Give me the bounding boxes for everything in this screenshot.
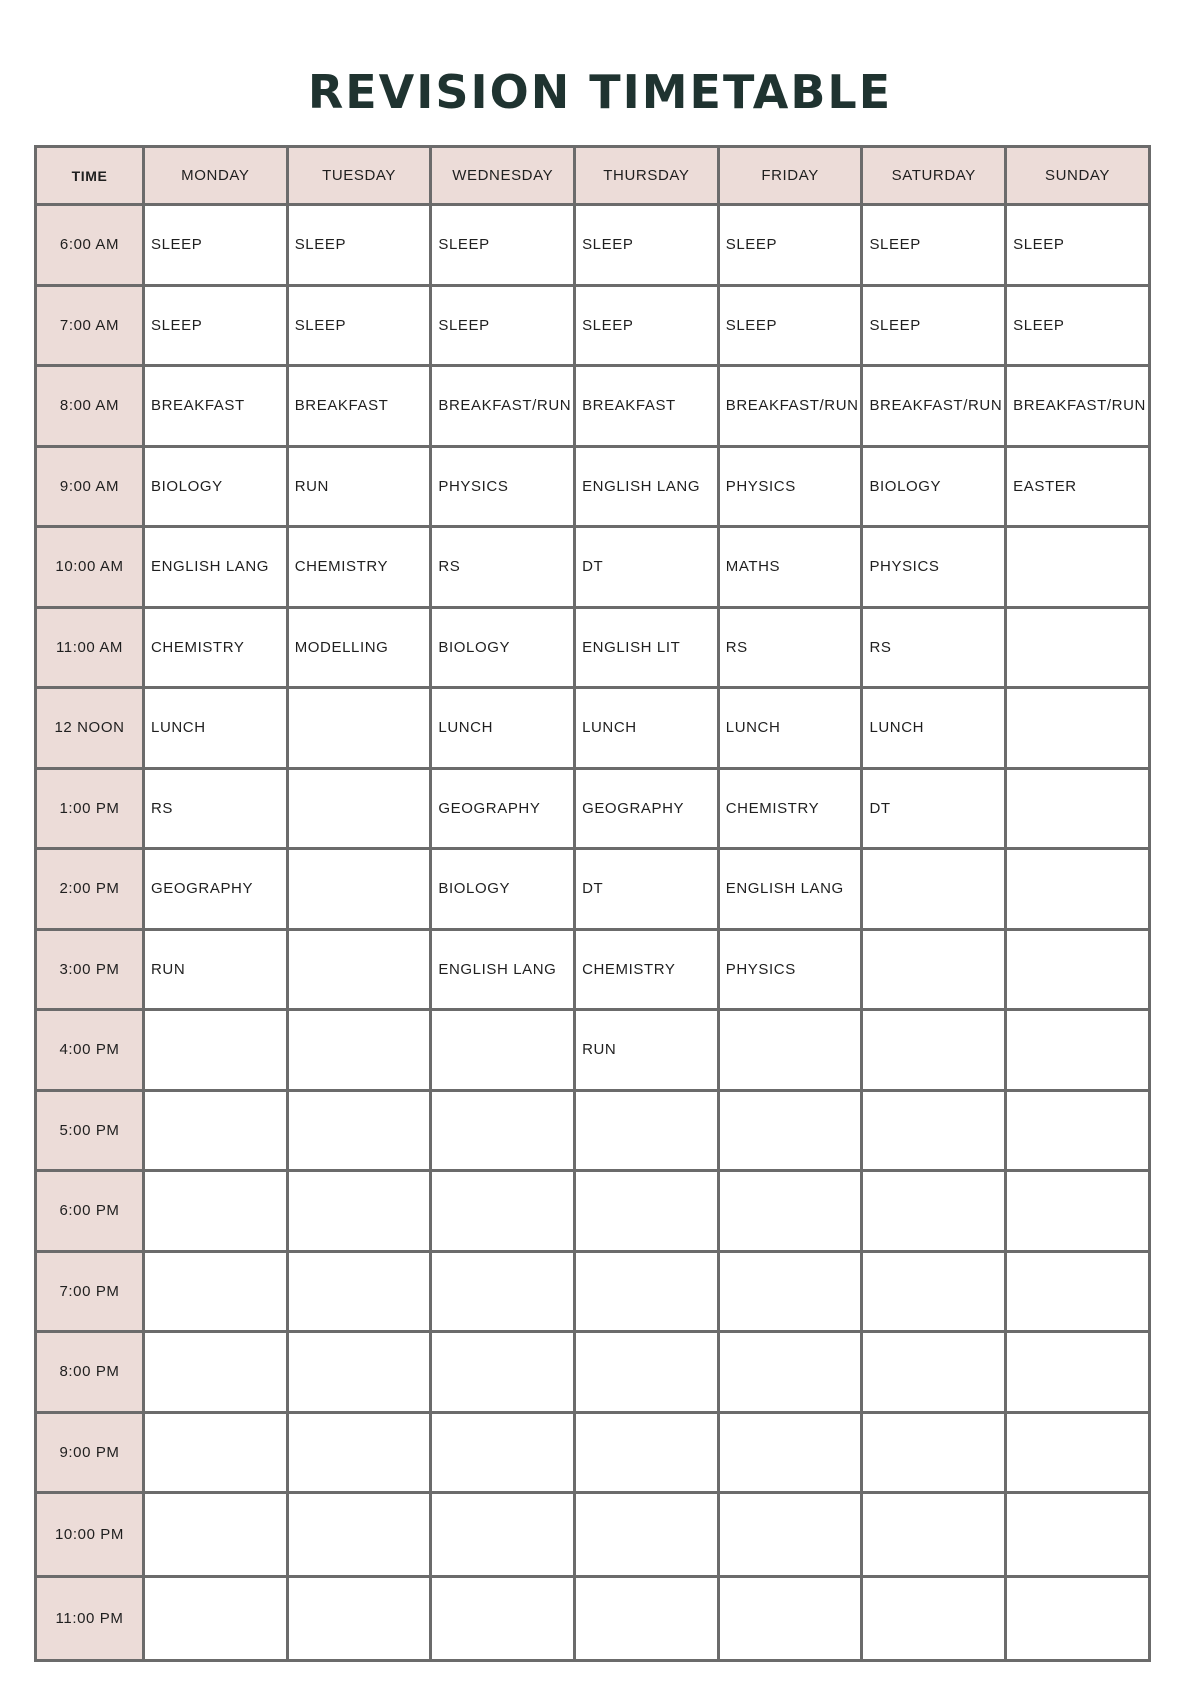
slot-cell-saturday xyxy=(862,929,1006,1010)
slot-cell-saturday: PHYSICS xyxy=(862,527,1006,608)
time-cell: 11:00 AM xyxy=(36,607,144,688)
slot-cell-tuesday xyxy=(287,1493,431,1577)
time-cell: 5:00 PM xyxy=(36,1090,144,1171)
time-cell: 8:00 AM xyxy=(36,366,144,447)
slot-cell-sunday xyxy=(1006,688,1150,769)
slot-cell-monday xyxy=(144,1090,288,1171)
slot-cell-thursday xyxy=(575,1090,719,1171)
slot-cell-wednesday: PHYSICS xyxy=(431,446,575,527)
slot-cell-tuesday xyxy=(287,849,431,930)
slot-cell-friday: SLEEP xyxy=(718,205,862,286)
time-cell: 7:00 PM xyxy=(36,1251,144,1332)
slot-cell-tuesday: MODELLING xyxy=(287,607,431,688)
table-row xyxy=(36,849,1150,930)
slot-cell-sunday xyxy=(1006,929,1150,1010)
table-row xyxy=(36,1412,1150,1493)
slot-cell-friday xyxy=(718,1332,862,1413)
slot-cell-monday xyxy=(144,1251,288,1332)
slot-cell-wednesday: BREAKFAST/RUN xyxy=(431,366,575,447)
slot-cell-sunday xyxy=(1006,1010,1150,1091)
column-header-saturday: SATURDAY xyxy=(862,147,1006,205)
table-row xyxy=(36,768,1150,849)
slot-cell-thursday xyxy=(575,1171,719,1252)
slot-cell-sunday xyxy=(1006,1171,1150,1252)
slot-cell-thursday: CHEMISTRY xyxy=(575,929,719,1010)
slot-cell-sunday xyxy=(1006,1332,1150,1413)
slot-cell-monday xyxy=(144,1412,288,1493)
slot-cell-saturday xyxy=(862,1412,1006,1493)
slot-cell-thursday: SLEEP xyxy=(575,205,719,286)
slot-cell-thursday: DT xyxy=(575,849,719,930)
time-cell: 9:00 AM xyxy=(36,446,144,527)
slot-cell-friday: BREAKFAST/RUN xyxy=(718,366,862,447)
table-row xyxy=(36,929,1150,1010)
table-row xyxy=(36,1493,1150,1577)
slot-cell-sunday xyxy=(1006,1251,1150,1332)
slot-cell-tuesday xyxy=(287,688,431,769)
table-row xyxy=(36,1577,1150,1661)
slot-cell-wednesday: GEOGRAPHY xyxy=(431,768,575,849)
time-cell: 3:00 PM xyxy=(36,929,144,1010)
slot-cell-saturday: DT xyxy=(862,768,1006,849)
slot-cell-thursday: ENGLISH LANG xyxy=(575,446,719,527)
slot-cell-friday: PHYSICS xyxy=(718,446,862,527)
slot-cell-friday: ENGLISH LANG xyxy=(718,849,862,930)
table-row xyxy=(36,607,1150,688)
slot-cell-wednesday: BIOLOGY xyxy=(431,607,575,688)
table-row xyxy=(36,1090,1150,1171)
time-cell: 11:00 PM xyxy=(36,1577,144,1661)
slot-cell-wednesday xyxy=(431,1332,575,1413)
slot-cell-tuesday xyxy=(287,1332,431,1413)
slot-cell-monday: BREAKFAST xyxy=(144,366,288,447)
timetable xyxy=(34,145,1151,1662)
table-row xyxy=(36,285,1150,366)
slot-cell-saturday xyxy=(862,1090,1006,1171)
time-cell: 10:00 AM xyxy=(36,527,144,608)
slot-cell-saturday: LUNCH xyxy=(862,688,1006,769)
table-row xyxy=(36,366,1150,447)
slot-cell-friday xyxy=(718,1090,862,1171)
slot-cell-friday: PHYSICS xyxy=(718,929,862,1010)
slot-cell-saturday xyxy=(862,1171,1006,1252)
slot-cell-thursday: BREAKFAST xyxy=(575,366,719,447)
slot-cell-friday: LUNCH xyxy=(718,688,862,769)
time-cell: 8:00 PM xyxy=(36,1332,144,1413)
slot-cell-monday: ENGLISH LANG xyxy=(144,527,288,608)
slot-cell-monday: LUNCH xyxy=(144,688,288,769)
slot-cell-sunday xyxy=(1006,1577,1150,1661)
slot-cell-wednesday xyxy=(431,1412,575,1493)
slot-cell-wednesday: SLEEP xyxy=(431,205,575,286)
slot-cell-monday: SLEEP xyxy=(144,285,288,366)
slot-cell-monday xyxy=(144,1332,288,1413)
slot-cell-friday xyxy=(718,1251,862,1332)
slot-cell-saturday xyxy=(862,1332,1006,1413)
slot-cell-monday: BIOLOGY xyxy=(144,446,288,527)
slot-cell-tuesday xyxy=(287,1171,431,1252)
slot-cell-saturday: RS xyxy=(862,607,1006,688)
slot-cell-sunday xyxy=(1006,849,1150,930)
slot-cell-wednesday: ENGLISH LANG xyxy=(431,929,575,1010)
slot-cell-thursday xyxy=(575,1493,719,1577)
slot-cell-friday xyxy=(718,1493,862,1577)
slot-cell-monday: CHEMISTRY xyxy=(144,607,288,688)
slot-cell-wednesday xyxy=(431,1090,575,1171)
slot-cell-tuesday: RUN xyxy=(287,446,431,527)
slot-cell-friday xyxy=(718,1577,862,1661)
time-cell: 12 NOON xyxy=(36,688,144,769)
timetable-header xyxy=(36,147,1150,205)
slot-cell-tuesday xyxy=(287,929,431,1010)
table-row xyxy=(36,446,1150,527)
slot-cell-saturday xyxy=(862,1493,1006,1577)
slot-cell-wednesday xyxy=(431,1493,575,1577)
slot-cell-thursday xyxy=(575,1332,719,1413)
slot-cell-saturday xyxy=(862,1010,1006,1091)
time-cell: 6:00 PM xyxy=(36,1171,144,1252)
slot-cell-wednesday xyxy=(431,1577,575,1661)
slot-cell-wednesday: LUNCH xyxy=(431,688,575,769)
slot-cell-thursday: RUN xyxy=(575,1010,719,1091)
slot-cell-saturday: SLEEP xyxy=(862,205,1006,286)
time-cell: 2:00 PM xyxy=(36,849,144,930)
slot-cell-sunday xyxy=(1006,1493,1150,1577)
slot-cell-tuesday: CHEMISTRY xyxy=(287,527,431,608)
table-row xyxy=(36,527,1150,608)
slot-cell-friday xyxy=(718,1171,862,1252)
slot-cell-sunday: SLEEP xyxy=(1006,205,1150,286)
slot-cell-sunday xyxy=(1006,607,1150,688)
slot-cell-monday: GEOGRAPHY xyxy=(144,849,288,930)
column-header-time: TIME xyxy=(36,147,144,205)
slot-cell-tuesday: SLEEP xyxy=(287,205,431,286)
slot-cell-friday: CHEMISTRY xyxy=(718,768,862,849)
slot-cell-thursday xyxy=(575,1577,719,1661)
timetable-body xyxy=(36,205,1150,1661)
slot-cell-wednesday xyxy=(431,1010,575,1091)
slot-cell-tuesday xyxy=(287,1577,431,1661)
slot-cell-saturday xyxy=(862,1251,1006,1332)
slot-cell-monday xyxy=(144,1493,288,1577)
slot-cell-wednesday: RS xyxy=(431,527,575,608)
slot-cell-sunday xyxy=(1006,1090,1150,1171)
table-row xyxy=(36,1171,1150,1252)
slot-cell-thursday: ENGLISH LIT xyxy=(575,607,719,688)
slot-cell-sunday: EASTER xyxy=(1006,446,1150,527)
slot-cell-tuesday: SLEEP xyxy=(287,285,431,366)
time-cell: 10:00 PM xyxy=(36,1493,144,1577)
slot-cell-thursday xyxy=(575,1251,719,1332)
slot-cell-friday xyxy=(718,1412,862,1493)
column-header-tuesday: TUESDAY xyxy=(287,147,431,205)
slot-cell-tuesday xyxy=(287,1412,431,1493)
column-header-monday: MONDAY xyxy=(144,147,288,205)
slot-cell-friday xyxy=(718,1010,862,1091)
slot-cell-tuesday: BREAKFAST xyxy=(287,366,431,447)
slot-cell-monday: RUN xyxy=(144,929,288,1010)
slot-cell-wednesday: SLEEP xyxy=(431,285,575,366)
slot-cell-thursday: DT xyxy=(575,527,719,608)
slot-cell-wednesday xyxy=(431,1171,575,1252)
time-cell: 9:00 PM xyxy=(36,1412,144,1493)
slot-cell-monday xyxy=(144,1171,288,1252)
slot-cell-tuesday xyxy=(287,1251,431,1332)
slot-cell-tuesday xyxy=(287,1010,431,1091)
slot-cell-sunday xyxy=(1006,768,1150,849)
column-header-thursday: THURSDAY xyxy=(575,147,719,205)
column-header-wednesday: WEDNESDAY xyxy=(431,147,575,205)
slot-cell-friday: SLEEP xyxy=(718,285,862,366)
header-row xyxy=(36,147,1150,205)
table-row xyxy=(36,1010,1150,1091)
slot-cell-thursday xyxy=(575,1412,719,1493)
column-header-sunday: SUNDAY xyxy=(1006,147,1150,205)
slot-cell-friday: MATHS xyxy=(718,527,862,608)
slot-cell-monday: RS xyxy=(144,768,288,849)
slot-cell-sunday xyxy=(1006,1412,1150,1493)
slot-cell-saturday: SLEEP xyxy=(862,285,1006,366)
slot-cell-tuesday xyxy=(287,1090,431,1171)
time-cell: 7:00 AM xyxy=(36,285,144,366)
slot-cell-tuesday xyxy=(287,768,431,849)
page-title: REVISION TIMETABLE xyxy=(307,65,893,119)
time-cell: 4:00 PM xyxy=(36,1010,144,1091)
table-row xyxy=(36,1332,1150,1413)
slot-cell-saturday: BREAKFAST/RUN xyxy=(862,366,1006,447)
slot-cell-monday xyxy=(144,1010,288,1091)
slot-cell-friday: RS xyxy=(718,607,862,688)
table-row xyxy=(36,205,1150,286)
slot-cell-saturday xyxy=(862,849,1006,930)
slot-cell-saturday xyxy=(862,1577,1006,1661)
slot-cell-sunday xyxy=(1006,527,1150,608)
table-row xyxy=(36,688,1150,769)
slot-cell-wednesday xyxy=(431,1251,575,1332)
time-cell: 6:00 AM xyxy=(36,205,144,286)
table-row xyxy=(36,1251,1150,1332)
slot-cell-sunday: SLEEP xyxy=(1006,285,1150,366)
slot-cell-saturday: BIOLOGY xyxy=(862,446,1006,527)
slot-cell-thursday: GEOGRAPHY xyxy=(575,768,719,849)
slot-cell-monday: SLEEP xyxy=(144,205,288,286)
slot-cell-thursday: LUNCH xyxy=(575,688,719,769)
slot-cell-thursday: SLEEP xyxy=(575,285,719,366)
slot-cell-sunday: BREAKFAST/RUN xyxy=(1006,366,1150,447)
time-cell: 1:00 PM xyxy=(36,768,144,849)
column-header-friday: FRIDAY xyxy=(718,147,862,205)
slot-cell-wednesday: BIOLOGY xyxy=(431,849,575,930)
slot-cell-monday xyxy=(144,1577,288,1661)
